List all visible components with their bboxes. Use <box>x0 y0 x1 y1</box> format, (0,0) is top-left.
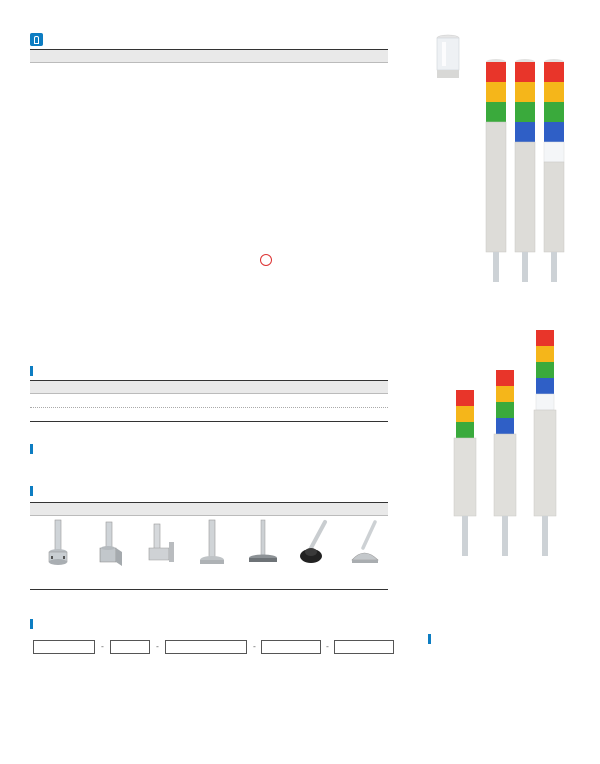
model-box-power <box>165 640 247 654</box>
current-header <box>30 380 388 394</box>
model-box-tiers <box>110 640 150 654</box>
ul-mark <box>260 254 272 266</box>
mount-sl18-image <box>348 518 384 572</box>
tower-a-4tier <box>494 370 516 556</box>
dash-2: - <box>156 642 159 651</box>
mount-lw18-image <box>143 518 179 572</box>
wiring-section-title <box>30 444 37 454</box>
tower-5tier <box>544 59 564 282</box>
mounting-table <box>30 502 388 590</box>
mount-lw18 <box>135 503 187 588</box>
mount-ql18-image <box>297 518 333 572</box>
qtca50l-product-image <box>430 300 580 560</box>
spec-table-header <box>30 49 388 63</box>
current-table <box>30 380 388 422</box>
mount-standard-image <box>40 518 76 572</box>
user-order-title <box>428 634 578 644</box>
current-row-light <box>30 394 388 408</box>
tower-4tier <box>515 59 535 282</box>
mount-ql18 <box>289 503 341 588</box>
off-lamp <box>437 35 459 78</box>
dash-4: - <box>326 642 329 651</box>
mount-sz18-image <box>245 518 281 572</box>
cert-column <box>246 63 290 334</box>
section-header <box>30 33 55 46</box>
mount-qz18-image <box>194 518 230 572</box>
tower-lamp-icon <box>30 33 43 46</box>
mount-standard <box>32 503 84 588</box>
mount-lb18 <box>84 503 136 588</box>
mount-qz18 <box>186 503 238 588</box>
dash-1: - <box>101 642 104 651</box>
tower-a-5tier <box>534 330 556 556</box>
current-row-buzzer <box>30 408 388 422</box>
model-list <box>30 63 116 334</box>
current-section-title <box>30 366 37 376</box>
mount-sl18 <box>340 503 392 588</box>
qtc50l-product-image <box>420 28 580 283</box>
model-box-color <box>261 640 321 654</box>
mount-sz18 <box>237 503 289 588</box>
model-box-mount <box>334 640 394 654</box>
tower-3tier <box>486 59 506 282</box>
tower-a-3tier <box>454 390 476 556</box>
model-selection-title <box>30 619 37 629</box>
mounting-section-title <box>30 486 37 496</box>
dash-3: - <box>253 642 256 651</box>
spec-table <box>30 49 388 63</box>
mount-lb18-image <box>92 518 128 572</box>
model-box-series <box>33 640 95 654</box>
user-order-box <box>428 634 578 650</box>
